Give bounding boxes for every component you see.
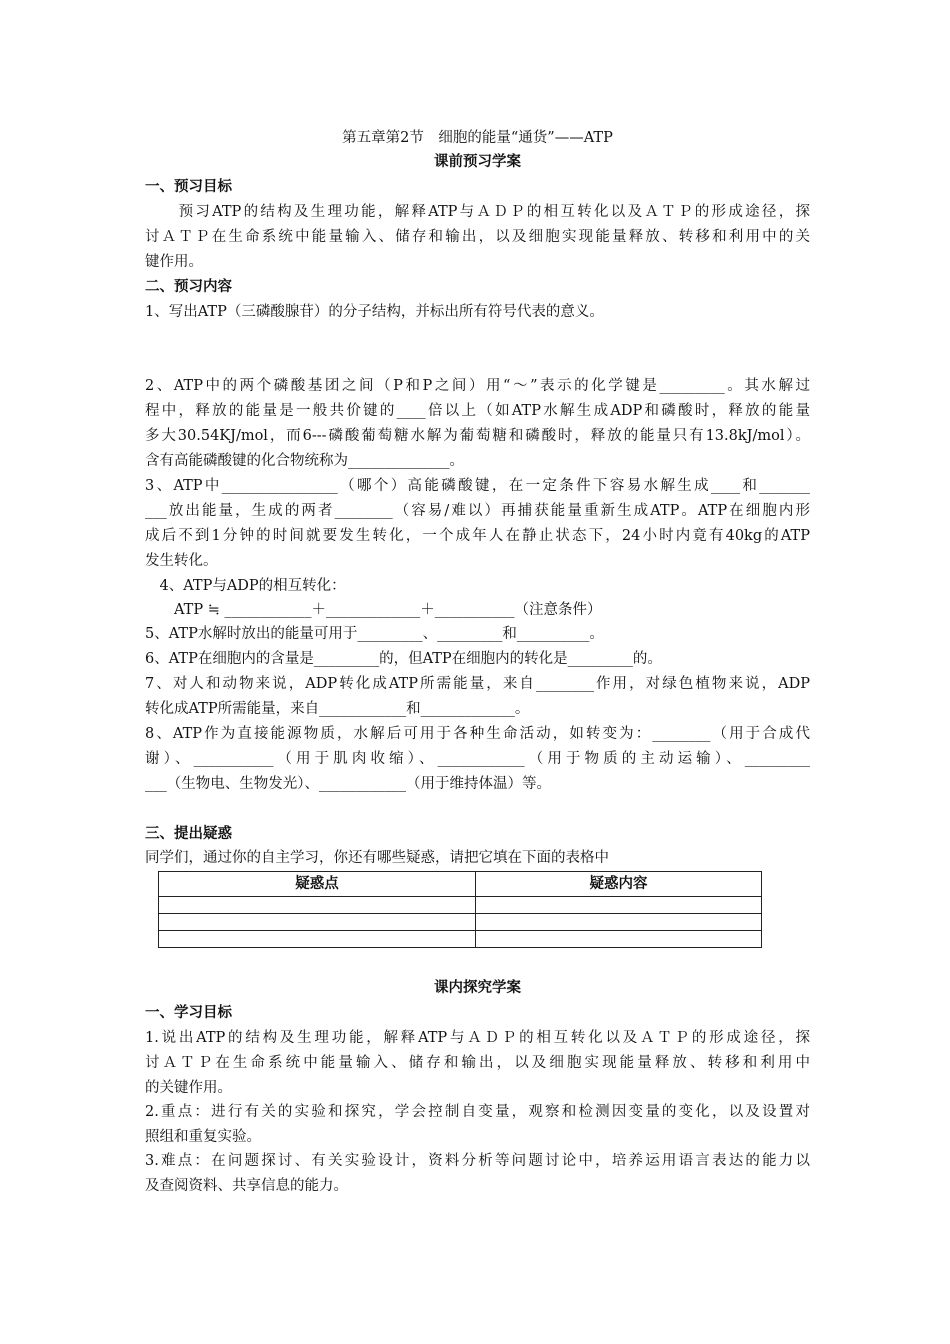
goal-line-1: 预习ATP的结构及生理功能，解释ATP与ＡＤＰ的相互转化以及ＡＴＰ的形成途径，探 [145, 204, 810, 220]
learning-goal-line-3: 的关键作用。 [145, 1080, 232, 1096]
section4-heading: 一、学习目标 [145, 1004, 232, 1021]
table-row [159, 897, 762, 914]
question-2-line-2: 程中，释放的能量是一般共价键的____倍以上（如ATP水解生成ADP和磷酸时，释放的能量 [145, 403, 810, 419]
table-cell[interactable] [476, 897, 762, 914]
difficulty-line-2: 及查阅资料、共享信息的能力。 [145, 1178, 348, 1194]
question-7-line-1: 7、对人和动物来说，ADP转化成ATP所需能量，来自________作用，对绿色植物来说，ADP [145, 676, 810, 692]
question-5: 5、ATP水解时放出的能量可用于_________、_________和__________。 [145, 626, 604, 642]
question-2-line-3: 多大30.54KJ/mol，而6---磷酸葡萄糖水解为葡萄糖和磷酸时，释放的能量只有13.8kJ/mol）。 [145, 428, 810, 444]
table-row [159, 931, 762, 948]
question-4: 4、ATP与ADP的相互转化： [145, 578, 346, 594]
question-2-line-1: 2、ATP中的两个磷酸基团之间（P和P之间）用“～”表示的化学键是_________。其水解过 [145, 378, 810, 394]
section2-heading: 二、预习内容 [145, 278, 232, 295]
table-header-doubt-point: 疑惑点 [159, 872, 476, 897]
table-row [159, 914, 762, 931]
question-3-line-2: ___放出能量，生成的两者________（容易/难以）再捕获能量重新生成ATP。ATP在细胞内形 [145, 503, 810, 519]
table-cell[interactable] [476, 931, 762, 948]
question-3-line-4: 发生转化。 [145, 553, 218, 569]
key-point-line-1: 2.重点：进行有关的实验和探究，学会控制自变量，观察和检测因变量的变化，以及设置对 [145, 1104, 810, 1120]
subtitle-inclass: 课内探究学案 [434, 979, 521, 996]
section1-heading: 一、预习目标 [145, 178, 232, 195]
table-cell[interactable] [159, 914, 476, 931]
doubt-table [158, 871, 762, 948]
question-8-line-1: 8、ATP作为直接能源物质，水解后可用于各种生命活动，如转变为：________（用于合成代 [145, 726, 810, 742]
goal-line-2: 讨ＡＴＰ在生命系统中能量输入、储存和输出，以及细胞实现能量释放、转移和利用中的关 [145, 229, 810, 245]
subtitle-preview: 课前预习学案 [434, 153, 521, 170]
question-8-line-2: 谢）、___________（用于肌肉收缩）、____________（用于物质的主动运输）、_________ [145, 751, 810, 767]
table-header-row [159, 872, 762, 897]
table-cell[interactable] [159, 897, 476, 914]
goal-line-3: 键作用。 [145, 254, 203, 270]
question-4-equation: ATP ≒ ____________＋_____________＋___________（注意条件） [145, 602, 602, 618]
learning-goal-line-1: 1.说出ATP的结构及生理功能，解释ATP与ＡＤＰ的相互转化以及ＡＴＰ的形成途径，探 [145, 1030, 810, 1046]
difficulty-line-1: 3.难点：在问题探讨、有关实验设计，资料分析等问题讨论中，培养运用语言表达的能力以 [145, 1153, 810, 1169]
table-header-doubt-content: 疑惑内容 [476, 872, 762, 897]
key-point-line-2: 照组和重复实验。 [145, 1129, 261, 1145]
question-3-line-3: 成后不到1分钟的时间就要发生转化，一个成年人在静止状态下，24小时内竟有40kg的ATP [145, 528, 810, 544]
question-8-line-3: ___（生物电、生物发光）、____________（用于维持体温）等。 [145, 776, 551, 792]
question-1: 1、写出ATP（三磷酸腺苷）的分子结构，并标出所有符号代表的意义。 [145, 304, 604, 320]
section3-heading: 三、提出疑惑 [145, 825, 232, 842]
learning-goal-line-2: 讨ＡＴＰ在生命系统中能量输入、储存和输出，以及细胞实现能量释放、转移和利用中 [145, 1055, 810, 1071]
question-7-line-2: 转化成ATP所需能量，来自____________和_____________。 [145, 701, 530, 717]
question-2-line-4: 含有高能磷酸键的化合物统称为______________。 [145, 453, 464, 469]
section3-instruction: 同学们，通过你的自主学习，你还有哪些疑惑，请把它填在下面的表格中 [145, 850, 609, 866]
table-cell[interactable] [159, 931, 476, 948]
question-3-line-1: 3、ATP中________________（哪个）高能磷酸键，在一定条件下容易水解生成____和_______ [145, 478, 810, 494]
doc-title: 第五章第2节 细胞的能量“通货”——ATP [342, 130, 613, 146]
table-cell[interactable] [476, 914, 762, 931]
question-6: 6、ATP在细胞内的含量是_________的，但ATP在细胞内的转化是_________的。 [145, 651, 662, 667]
